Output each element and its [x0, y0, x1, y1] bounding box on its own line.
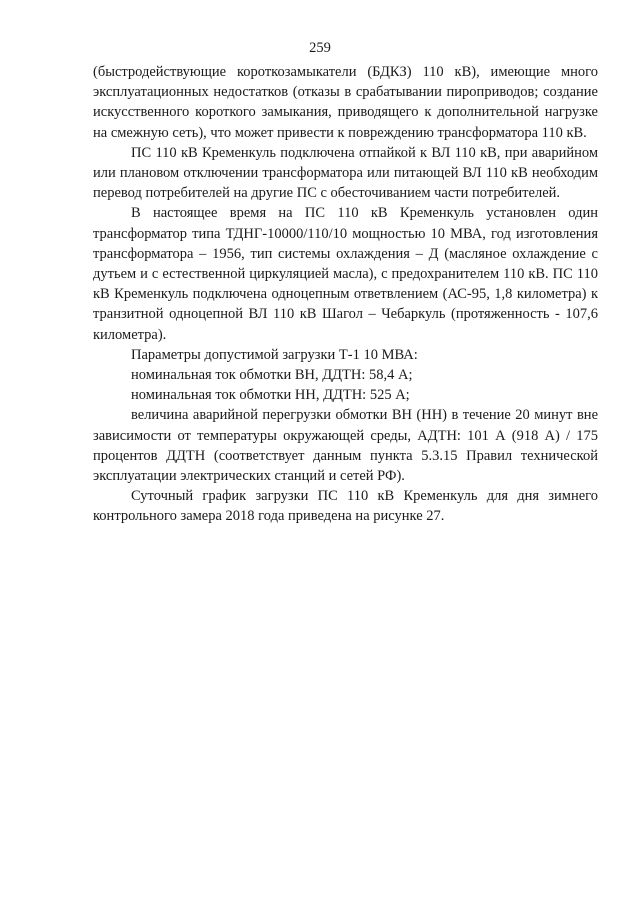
paragraph-lv-current: номинальная ток обмотки НН, ДДТН: 525 А;	[131, 387, 410, 404]
paragraph-load-parameters-heading: Параметры допустимой загрузки Т-1 10 МВА:	[131, 346, 418, 363]
paragraph-hv-current: номинальная ток обмотки ВН, ДДТН: 58,4 А;	[131, 367, 413, 384]
paragraph-transformer-description: В настоящее время на ПС 110 кВ Кременкуль установлен один трансформатор типа ТДНГ-10000/110/10 мощностью 10 МВА, год изготовления трансформатора – 1956, тип системы охлаждения – Д (масляное охлаждение с дутьем и с естественной циркуляцией масла), с предохранителем 110 кВ. ПС 110 кВ Кременкуль подключена одноцепным ответвлением (АС-95, 1,8 километра) к транзитной одноцепной ВЛ 110 кВ Шагол – Чебаркуль (протяженность - 107,6 километра).	[93, 205, 598, 343]
paragraph-daily-load-graph: Суточный график загрузки ПС 110 кВ Кременкуль для дня зимнего контрольного замера 2018 года приведена на рисунке 27.	[93, 488, 598, 525]
paragraph-bdkz-continuation: (быстродействующие короткозамыкатели (БДКЗ) 110 кВ), имеющие много эксплуатационных недостатков (отказы в срабатывании пироприводов; создание искусственного короткого замыкания, приводящего к дополнительной нагрузке на смежную сеть), что может привести к повреждению трансформатора 110 кВ.	[93, 64, 598, 141]
paragraph-substation-connection: ПС 110 кВ Кременкуль подключена отпайкой к ВЛ 110 кВ, при аварийном или плановом отключении трансформатора или питающей ВЛ 110 кВ необходим перевод потребителей на другие ПС с обесточиванием части потребителей.	[93, 144, 598, 202]
paragraph-emergency-overload: величина аварийной перегрузки обмотки ВН (НН) в течение 20 минут вне зависимости от температуры окружающей среды, АДТН: 101 А (918 А) / 175 процентов ДДТН (соответствует данным пункта 5.3.15 Правил технической эксплуатации электрических станций и сетей РФ).	[93, 407, 598, 485]
page-number: 259	[309, 40, 331, 56]
document-body	[93, 62, 598, 527]
